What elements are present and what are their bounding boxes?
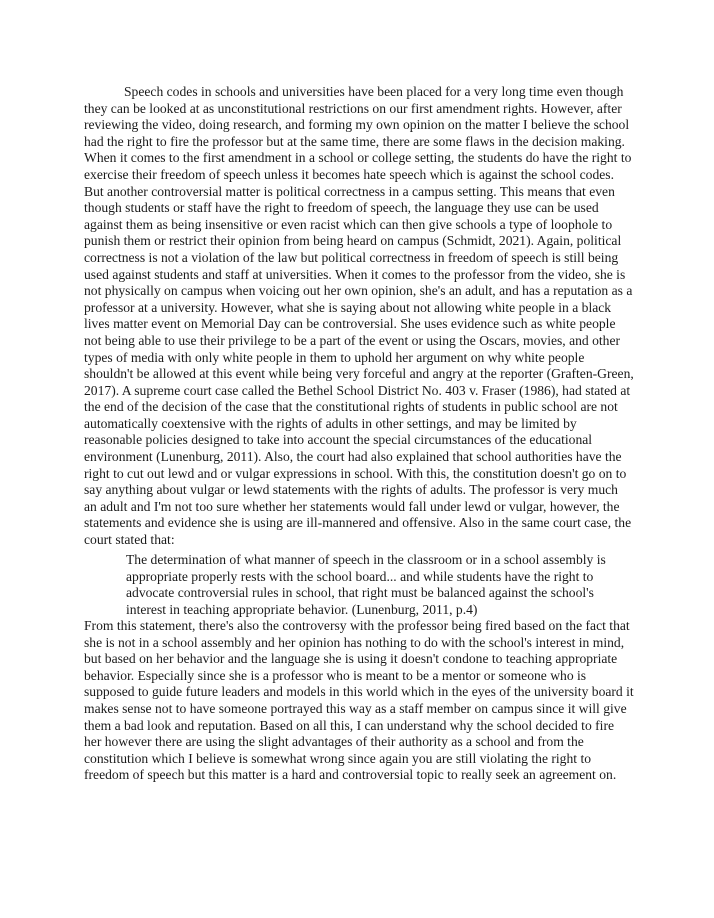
essay-paragraph-2: From this statement, there's also the controversy with the professor being fired based on the fact that she is not in a school assembly and her opinion has nothing to do with the school's interest in mind, but based on her behavior and the language she is using it doesn't condone to teaching appropriate behavior. Especially since she is a professor who is meant to be a mentor or someone who is supposed to guide future leaders and models in this world which in the eyes of the university board it makes sense not to have someone portrayed this way as a staff member on campus since it will give them a bad look and reputation. Based on all this, I can understand why the school decided to fire her however there are using the slight advantages of their authority as a school and from the constitution which I believe is somewhat wrong since again you are still violating the right to freedom of speech but this matter is a hard and controversial topic to really seek an agreement on. bbox=[84, 618, 634, 783]
essay-paragraph-1: Speech codes in schools and universities have been placed for a very long time even though they can be looked at as unconstitutional restrictions on our first amendment rights. However, after reviewing the video, doing research, and forming my own opinion on the matter I believe the school had the right to fire the professor but at the same time, there are some flaws in the decision making. When it comes to the first amendment in a school or college setting, the students do have the right to exercise their freedom of speech unless it becomes hate speech which is against the school codes. But another controversial matter is political correctness in a campus setting. This means that even though students or staff have the right to freedom of speech, the language they use can be used against them as being insensitive or even racist which can then give schools a type of loophole to punish them or restrict their opinion from being heard on campus (Schmidt, 2021). Again, political correctness is not a violation of the law but political correctness in freedom of speech is still being used against students and staff at universities. When it comes to the professor from the video, she is not physically on campus when voicing out her own opinion, she's an adult, and has a reputation as a professor at a university. However, what she is saying about not allowing white people in a black lives matter event on Memorial Day can be controversial. She uses evidence such as white people not being able to use their privilege to be a part of the event or using the Oscars, movies, and other types of media with only white people in them to uphold her argument on why white people shouldn't be allowed at this event while being very forceful and angry at the reporter (Graften-Green, 2017). A supreme court case called the Bethel School District No. 403 v. Fraser (1986), had stated at the end of the decision of the case that the constitutional rights of students in public school are not automatically coextensive with the rights of adults in other settings, and may be limited by reasonable policies designed to take into account the special circumstances of the educational environment (Lunenburg, 2011). Also, the court had also explained that school authorities have the right to cut out lewd and or vulgar expressions in school. With this, the constitution doesn't go on to say anything about vulgar or lewd statements with the rights of adults. The professor is very much an adult and I'm not too sure whether her statements would fall under lewd or vulgar, however, the statements and evidence she is using are ill-mannered and offensive. Also in the same court case, the court stated that: bbox=[84, 84, 634, 548]
block-quote: The determination of what manner of speech in the classroom or in a school assembly is appropriate properly rests with the school board... and while students have the right to advocate controversial rules in school, that right must be balanced against the school's interest in teaching appropriate behavior. (Lunenburg, 2011, p.4) bbox=[126, 552, 606, 617]
